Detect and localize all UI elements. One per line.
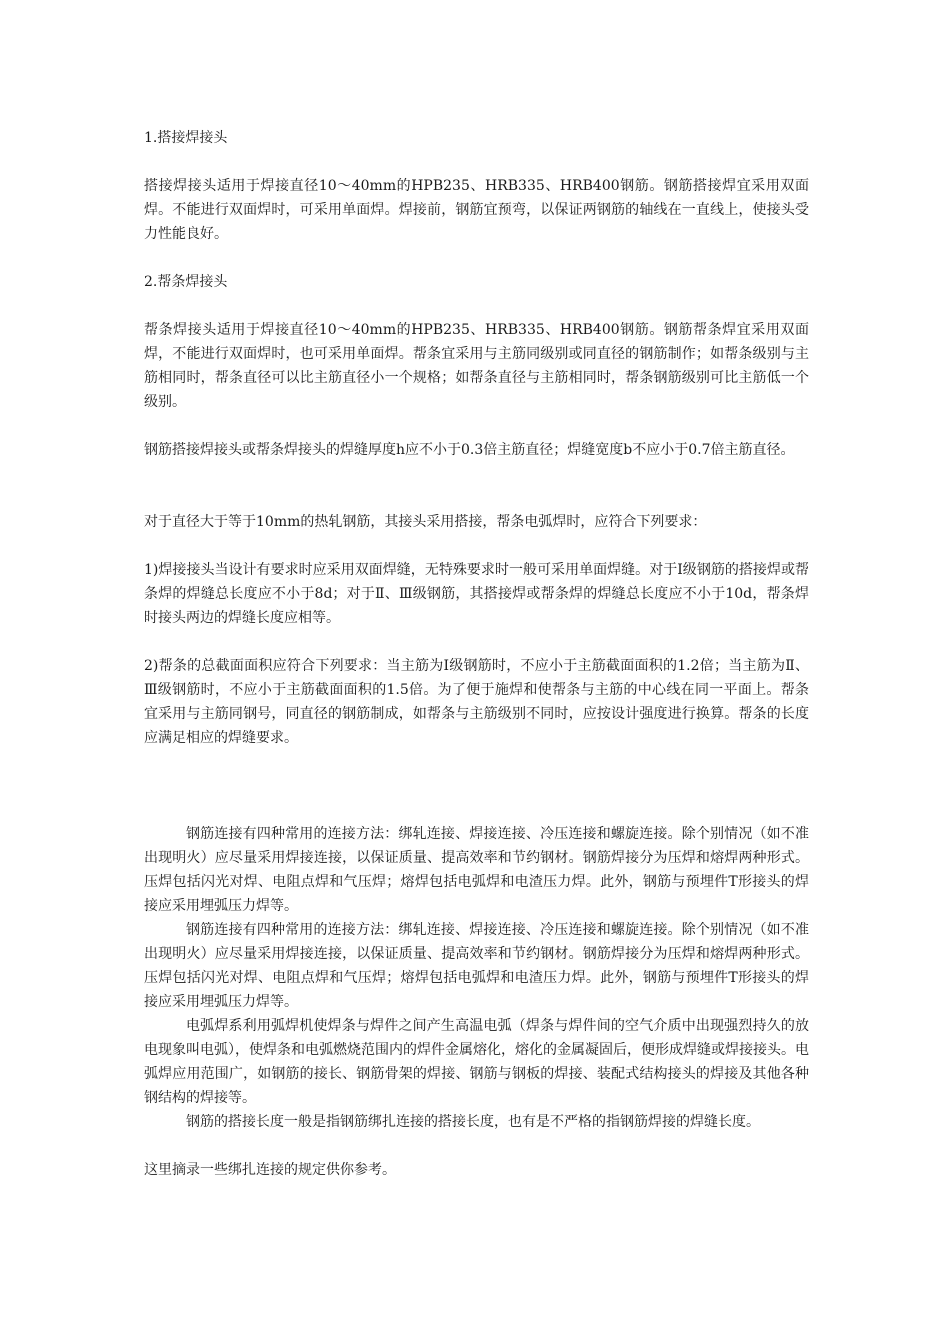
closing-line: 这里摘录一些绑扎连接的规定供你参考。 xyxy=(144,1162,396,1178)
arc-welding-paragraph: 电弧焊系利用弧焊机使焊条与焊件之间产生高温电弧（焊条与焊件间的空气介质中出现强烈持久的放电现象叫电弧），使焊条和电弧燃烧范围内的焊件金属熔化，熔化的金属凝固后，便形成焊缝或焊接接头。电弧焊应用范围广，如钢筋的接长、钢筋骨架的焊接、钢筋与钢板的焊接、装配式结构接头的焊接及其他各种钢结构的焊接等。 xyxy=(144,1018,809,1106)
requirement-2: 2)帮条的总截面面积应符合下列要求：当主筋为Ⅰ级钢筋时，不应小于主筋截面面积的1.2倍；当主筋为Ⅱ、Ⅲ级钢筋时，不应小于主筋截面面积的1.5倍。为了便于施焊和使帮条与主筋的中心线在同一平面上。帮条宜采用与主筋同钢号，同直径的钢筋制成，如帮条与主筋级别不同时，应按设计强度进行换算。帮条的长度应满足相应的焊缝要求。 xyxy=(144,658,809,746)
section-2-heading: 2.帮条焊接头 xyxy=(144,274,228,290)
requirements-intro: 对于直径大于等于10mm的热轧钢筋，其接头采用搭接，帮条电弧焊时，应符合下列要求： xyxy=(144,514,707,530)
weld-thickness-paragraph: 钢筋搭接焊接头或帮条焊接头的焊缝厚度h应不小于0.3倍主筋直径；焊缝宽度b不应小于0.7倍主筋直径。 xyxy=(144,442,795,458)
section-2-body: 帮条焊接头适用于焊接直径10～40mm的HPB235、HRB335、HRB400钢筋。钢筋帮条焊宜采用双面焊，不能进行双面焊时，也可采用单面焊。帮条宜采用与主筋同级别或同直径的钢筋制作；如帮条级别与主筋相同时，帮条直径可以比主筋直径小一个规格；如帮条直径与主筋相同时，帮条钢筋级别可比主筋低一个级别。 xyxy=(144,322,809,410)
section-1-body: 搭接焊接头适用于焊接直径10～40mm的HPB235、HRB335、HRB400钢筋。钢筋搭接焊宜采用双面焊。不能进行双面焊时，可采用单面焊。焊接前，钢筋宜预弯，以保证两钢筋的轴线在一直线上，使接头受力性能良好。 xyxy=(144,178,809,242)
requirement-1: 1)焊接接头当设计有要求时应采用双面焊缝，无特殊要求时一般可采用单面焊缝。对于Ⅰ级钢筋的搭接焊或帮条焊的焊缝总长度应不小于8d；对于Ⅱ、Ⅲ级钢筋，其搭接焊或帮条焊的焊缝总长度应不小于10d，帮条焊时接头两边的焊缝长度应相等。 xyxy=(144,562,809,626)
connection-methods-paragraph-repeat: 钢筋连接有四种常用的连接方法：绑轧连接、焊接连接、冷压连接和螺旋连接。除个别情况（如不准出现明火）应尽量采用焊接连接，以保证质量、提高效率和节约钢材。钢筋焊接分为压焊和熔焊两种形式。压焊包括闪光对焊、电阻点焊和气压焊；熔焊包括电弧焊和电渣压力焊。此外，钢筋与预埋件T形接头的焊接应采用埋弧压力焊等。 xyxy=(144,922,809,1010)
section-1-heading: 1.搭接焊接头 xyxy=(144,130,228,146)
connection-methods-paragraph: 钢筋连接有四种常用的连接方法：绑轧连接、焊接连接、冷压连接和螺旋连接。除个别情况（如不准出现明火）应尽量采用焊接连接，以保证质量、提高效率和节约钢材。钢筋焊接分为压焊和熔焊两种形式。压焊包括闪光对焊、电阻点焊和气压焊；熔焊包括电弧焊和电渣压力焊。此外，钢筋与预埋件T形接头的焊接应采用埋弧压力焊等。 xyxy=(144,826,809,914)
lap-length-paragraph: 钢筋的搭接长度一般是指钢筋绑扎连接的搭接长度，也有是不严格的指钢筋焊接的焊缝长度。 xyxy=(186,1114,760,1130)
